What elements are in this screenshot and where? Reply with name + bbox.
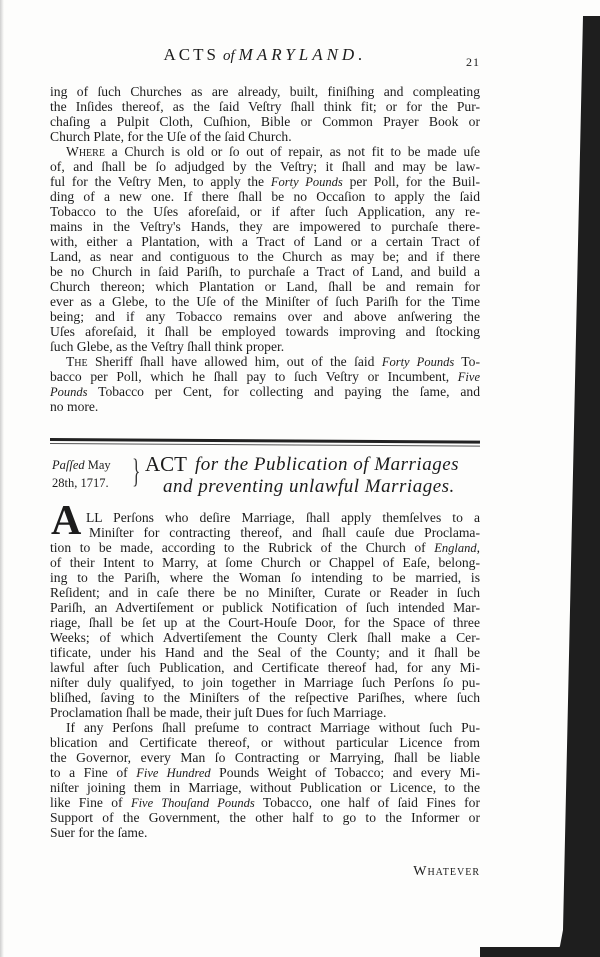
text-line <box>50 825 480 840</box>
text-run: mains in the Veſtry's Hands, they are impowered to purchaſe there- <box>50 219 480 234</box>
text-run: Proclamation ſhall be made, their juſt Dues for ſuch Marriage. <box>50 705 387 720</box>
text-line <box>50 645 480 660</box>
text-line <box>50 189 480 204</box>
text-run: a Church is old or ſo out of repair, as not fit to be made uſe <box>104 144 480 159</box>
catchword: Whatever <box>413 864 480 879</box>
act-title-line1: for the Publication of Marriages <box>195 454 460 475</box>
header-acts: ACTS <box>163 45 219 64</box>
margin-note-passed <box>52 456 111 492</box>
text-run: the Governor, every Man ſo Contracting or Marrying, ſhall be liable <box>50 750 480 765</box>
text-run: blication and Certificate thereof, or without particular Licence from <box>50 735 480 750</box>
text-line <box>50 84 480 99</box>
text-run: Church Plate, for the Uſe of the ſaid Church. <box>50 129 292 144</box>
brace-icon: } <box>132 453 141 490</box>
text-line <box>50 615 480 630</box>
drop-cap: A <box>51 498 82 544</box>
text-line <box>50 159 480 174</box>
text-run: ding of a new one. If there ſhall be no Occaſion to apply the ſaid <box>50 189 480 204</box>
text-line <box>50 735 480 750</box>
text-run: Land, as near and contiguous to the Church as may be; and if there <box>50 249 480 264</box>
text-run: per Poll, for the Buil- <box>342 174 481 189</box>
text-line <box>50 765 480 780</box>
text-run: Tobacco, one half of ſaid Fines for <box>254 795 480 810</box>
text-run: Sheriff ſhall have allowed him, out of the ſaid <box>87 354 382 369</box>
section-divider-thin <box>50 443 480 447</box>
text-line <box>50 234 480 249</box>
text-run: ing to the Pariſh, where the Woman ſo intending to be married, is <box>50 570 480 585</box>
text-line <box>50 780 480 795</box>
text-run: ſuch Glebe, as the Veſtry ſhall think proper. <box>50 339 285 354</box>
text-run: chaſing a Pulpit Cloth, Cuſhion, Bible or Common Prayer Book or <box>50 114 480 129</box>
text-line <box>50 675 480 690</box>
text-line <box>66 720 480 735</box>
text-line <box>50 750 480 765</box>
margin-note-passed-word: Paſſed <box>52 458 85 472</box>
text-line <box>50 294 480 309</box>
page-number: 21 <box>466 55 480 69</box>
text-line <box>50 204 480 219</box>
text-line <box>50 630 480 645</box>
header-state: MARYLAND. <box>238 45 367 64</box>
text-line <box>50 570 480 585</box>
italic-run: Five <box>457 370 480 384</box>
text-run: Pounds Weight of Tobacco; and every Mi- <box>210 765 480 780</box>
text-line <box>50 660 480 675</box>
text-line <box>50 384 480 399</box>
text-line <box>66 354 480 369</box>
text-line <box>50 264 480 279</box>
act-label: ACT <box>145 452 187 476</box>
italic-run: Five Hundred <box>136 766 211 780</box>
text-run: bliſhed, ſaving to the Miniſters of the reſpective Pariſhes, where ſuch <box>50 690 480 705</box>
text-run: lawful after ſuch Publication, and Certificate thereof had, for any Mi- <box>50 660 480 675</box>
text-line <box>50 690 480 705</box>
text-run: Support of the Government, the other half to go to the Informer or <box>50 810 480 825</box>
act-title-line2: and preventing unlawful Marriages. <box>163 476 455 497</box>
header-of: of <box>223 48 235 64</box>
text-run: the Inſides thereof, as the ſaid Veſtry ſhall think fit; or for the Pur- <box>50 99 480 114</box>
text-line <box>50 585 480 600</box>
text-run: Pariſh, an Advertiſement or publick Notification of ſuch intended Mar- <box>50 600 480 615</box>
text-line <box>50 399 480 414</box>
text-run: no more. <box>50 399 99 414</box>
text-line <box>50 705 480 720</box>
text-run: Church thereon; which Plantation or Land, ſhall be and remain for <box>50 279 480 294</box>
text-line <box>50 114 480 129</box>
text-run: Suer for the ſame. <box>50 825 148 840</box>
text-line <box>50 810 480 825</box>
text-line <box>50 339 480 354</box>
italic-run: England <box>434 541 477 555</box>
text-line <box>50 324 480 339</box>
text-line <box>89 525 480 540</box>
text-line <box>50 174 480 189</box>
text-line <box>50 795 480 810</box>
text-run: niſter joining them in Marriage, without Publication or Licence, to the <box>50 780 480 795</box>
text-run: Tobacco per Cent, for collecting and paying the ſame, and <box>87 384 480 399</box>
text-line <box>50 219 480 234</box>
text-run: riage, ſhall be ſet up at the Court-Houſe Door, for the Space of three <box>50 615 480 630</box>
italic-run: Five Thouſand Pounds <box>130 796 255 810</box>
text-run: , <box>476 540 480 555</box>
text-run: Reſident; and in caſe there be no Miniſter, Curate or Reader in ſuch <box>50 585 480 600</box>
text-run: like Fine of <box>50 795 131 810</box>
running-header <box>50 45 480 65</box>
text-line <box>50 540 480 555</box>
text-line <box>50 279 480 294</box>
small-caps-run: Where <box>66 144 105 159</box>
text-run: niſter duly qualifyed, to join together in Marriage ſuch Perſons ſo pu- <box>50 675 480 690</box>
text-line <box>86 510 480 525</box>
italic-run: Forty Pounds <box>381 355 455 369</box>
text-run: with, either a Plantation, with a Tract of Land or a certain Tract of <box>50 234 480 249</box>
text-line <box>50 129 480 144</box>
text-run: tificate, under his Hand and the Seal of the County; and it ſhall be <box>50 645 480 660</box>
text-run: If any Perſons ſhall preſume to contract Marriage without ſuch Pu- <box>66 720 480 735</box>
text-run: bacco per Poll, which he ſhall pay to ſuch Veſtry or Incumbent, <box>50 369 458 384</box>
text-line <box>50 309 480 324</box>
text-run: Uſes aforeſaid, it ſhall be employed towards improving and ſtocking <box>50 324 480 339</box>
text-run: of, and ſhall be ſo adjudged by the Veſtry; it ſhall and may be law- <box>50 159 480 174</box>
text-run: of their Intent to Marry, at ſome Church or Chappel of Eaſe, belong- <box>50 555 480 570</box>
text-run: being; and if any Tobacco remains over and above anſwering the <box>50 309 480 324</box>
text-run: LL Perſons who deſire Marriage, ſhall apply themſelves to a <box>86 510 480 525</box>
text-line <box>50 249 480 264</box>
text-line <box>50 555 480 570</box>
italic-run: Forty Pounds <box>270 175 343 189</box>
text-run: be no Church in ſaid Pariſh, to purchaſe a Tract of Land, and build a <box>50 264 480 279</box>
text-line <box>50 369 480 384</box>
text-run: tion to be made, according to the Rubrick of the Church of <box>50 540 435 555</box>
italic-run: Pounds <box>50 385 88 399</box>
small-caps-run: The <box>66 354 88 369</box>
text-run: Weeks; of which Advertiſement the County Clerk ſhall make a Cer- <box>50 630 480 645</box>
text-line <box>66 144 480 159</box>
text-run: To- <box>454 354 480 369</box>
margin-note-date: 28th, 1717. <box>52 476 109 490</box>
text-run: ever as a Glebe, to the Uſe of the Miniſter of ſuch Pariſh for the Time <box>50 294 480 309</box>
text-run: Miniſter for contracting thereof, and ſhall cauſe due Proclama- <box>89 525 480 540</box>
margin-note-month: May <box>84 458 111 472</box>
text-run: Tobacco to the Uſes aforeſaid, or if after ſuch Application, any re- <box>50 204 480 219</box>
text-line <box>50 600 480 615</box>
text-line <box>50 99 480 114</box>
scan-left-edge <box>0 0 4 957</box>
text-run: to a Fine of <box>50 765 137 780</box>
text-run: ful for the Veſtry Men, to apply the <box>50 174 271 189</box>
text-run: ing of ſuch Churches as are already, built, finiſhing and compleating <box>50 84 480 99</box>
